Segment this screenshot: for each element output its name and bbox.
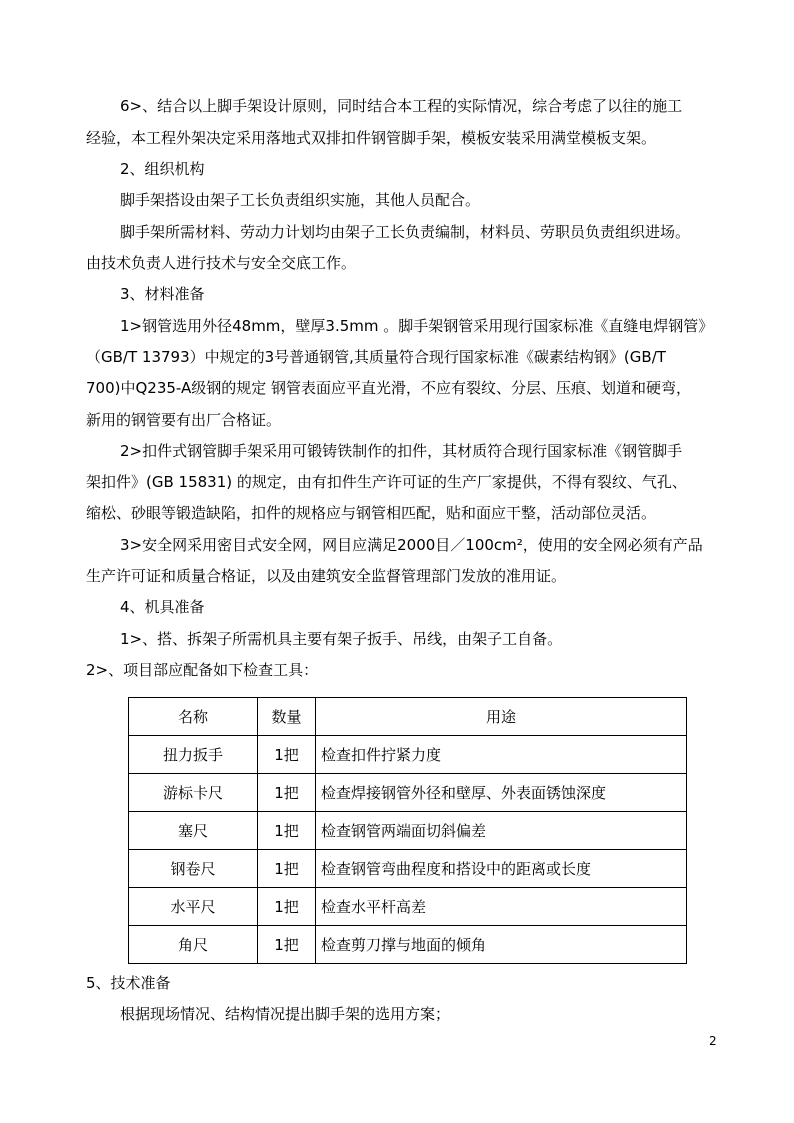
- table-row: [129, 812, 687, 850]
- table-cell: 塞尺: [129, 812, 258, 850]
- paragraph-line: 脚手架所需材料、劳动力计划均由架子工长负责编制，材料员、劳职员负责组织进场。: [120, 223, 691, 241]
- paragraph-line: 根据现场情况、结构情况提出脚手架的选用方案；: [120, 1005, 451, 1023]
- paragraph-line: （GB/T 13793）中规定的3号普通钢管,其质量符合现行国家标准《碳素结构钢》(GB/T: [86, 348, 666, 366]
- table-cell: 角尺: [129, 926, 258, 964]
- table-header-row: [129, 698, 687, 736]
- paragraph-line: 2>、项目部应配备如下检查工具：: [86, 661, 319, 679]
- table-header-cell: 名称: [129, 698, 258, 736]
- table-row: [129, 736, 687, 774]
- table-cell: 1把: [258, 774, 316, 812]
- paragraph-line: 700)中Q235-A级钢的规定 钢管表面应平直光滑，不应有裂纹、分层、压痕、划道和硬弯，: [86, 379, 692, 397]
- table-cell: 检查剪刀撑与地面的倾角: [316, 926, 687, 964]
- table-cell: 检查钢管两端面切斜偏差: [316, 812, 687, 850]
- table-header-cell: 数量: [258, 698, 316, 736]
- section-heading-organization: 2、组织机构: [120, 160, 205, 178]
- paragraph-line: 经验，本工程外架决定采用落地式双排扣件钢管脚手架，模板安装采用满堂模板支架。: [86, 129, 657, 147]
- table-cell: 检查扣件拧紧力度: [316, 736, 687, 774]
- table-cell: 1把: [258, 850, 316, 888]
- table-cell: 检查钢管弯曲程度和搭设中的距离或长度: [316, 850, 687, 888]
- paragraph-line: 缩松、砂眼等锻造缺陷，扣件的规格应与钢管相匹配，贴和面应干整，活动部位灵活。: [86, 504, 657, 522]
- paragraph-line: 由技术负责人进行技术与安全交底工作。: [86, 254, 357, 272]
- page-number: 2: [709, 1034, 717, 1048]
- table-cell: 游标卡尺: [129, 774, 258, 812]
- table-cell: 检查水平杆高差: [316, 888, 687, 926]
- table-cell: 1把: [258, 888, 316, 926]
- table-row: [129, 888, 687, 926]
- table-header-cell: 用途: [316, 698, 687, 736]
- table-cell: 水平尺: [129, 888, 258, 926]
- paragraph-line: 脚手架搭设由架子工长负责组织实施，其他人员配合。: [120, 191, 481, 209]
- paragraph-line: 生产许可证和质量合格证，以及由建筑安全监督管理部门发放的准用证。: [86, 567, 567, 585]
- section-heading-tools: 4、机具准备: [120, 598, 205, 616]
- paragraph-line: 架扣件》(GB 15831) 的规定，由有扣件生产许可证的生产厂家提供，不得有裂纹、气孔、: [86, 473, 687, 491]
- paragraph-line: 1>、搭、拆架子所需机具主要有架子扳手、吊线，由架子工自备。: [120, 630, 563, 648]
- table-cell: 1把: [258, 812, 316, 850]
- paragraph-line: 6>、结合以上脚手架设计原则，同时结合本工程的实际情况，综合考虑了以往的施工: [120, 97, 683, 115]
- paragraph-line: 1>钢管选用外径48mm，壁厚3.5mm 。脚手架钢管采用现行国家标准《直缝电焊钢管》: [120, 317, 714, 335]
- section-heading-materials: 3、材料准备: [120, 285, 205, 303]
- table-cell: 检查焊接钢管外径和壁厚、外表面锈蚀深度: [316, 774, 687, 812]
- inspection-tools-table: [128, 697, 687, 964]
- paragraph-line: 新用的钢管要有出厂合格证。: [86, 411, 282, 429]
- table-cell: 钢卷尺: [129, 850, 258, 888]
- table-row: [129, 850, 687, 888]
- section-heading-technical: 5、技术准备: [86, 974, 171, 992]
- table-cell: 1把: [258, 736, 316, 774]
- paragraph-line: 2>扣件式钢管脚手架采用可锻铸铁制作的扣件，其材质符合现行国家标准《钢管脚手: [120, 442, 683, 460]
- paragraph-line: 3>安全网采用密目式安全网，网目应满足2000目／100cm²，使用的安全网必须有产品: [120, 536, 703, 554]
- table-cell: 1把: [258, 926, 316, 964]
- table-row: [129, 774, 687, 812]
- table-cell: 扭力扳手: [129, 736, 258, 774]
- table-row: [129, 926, 687, 964]
